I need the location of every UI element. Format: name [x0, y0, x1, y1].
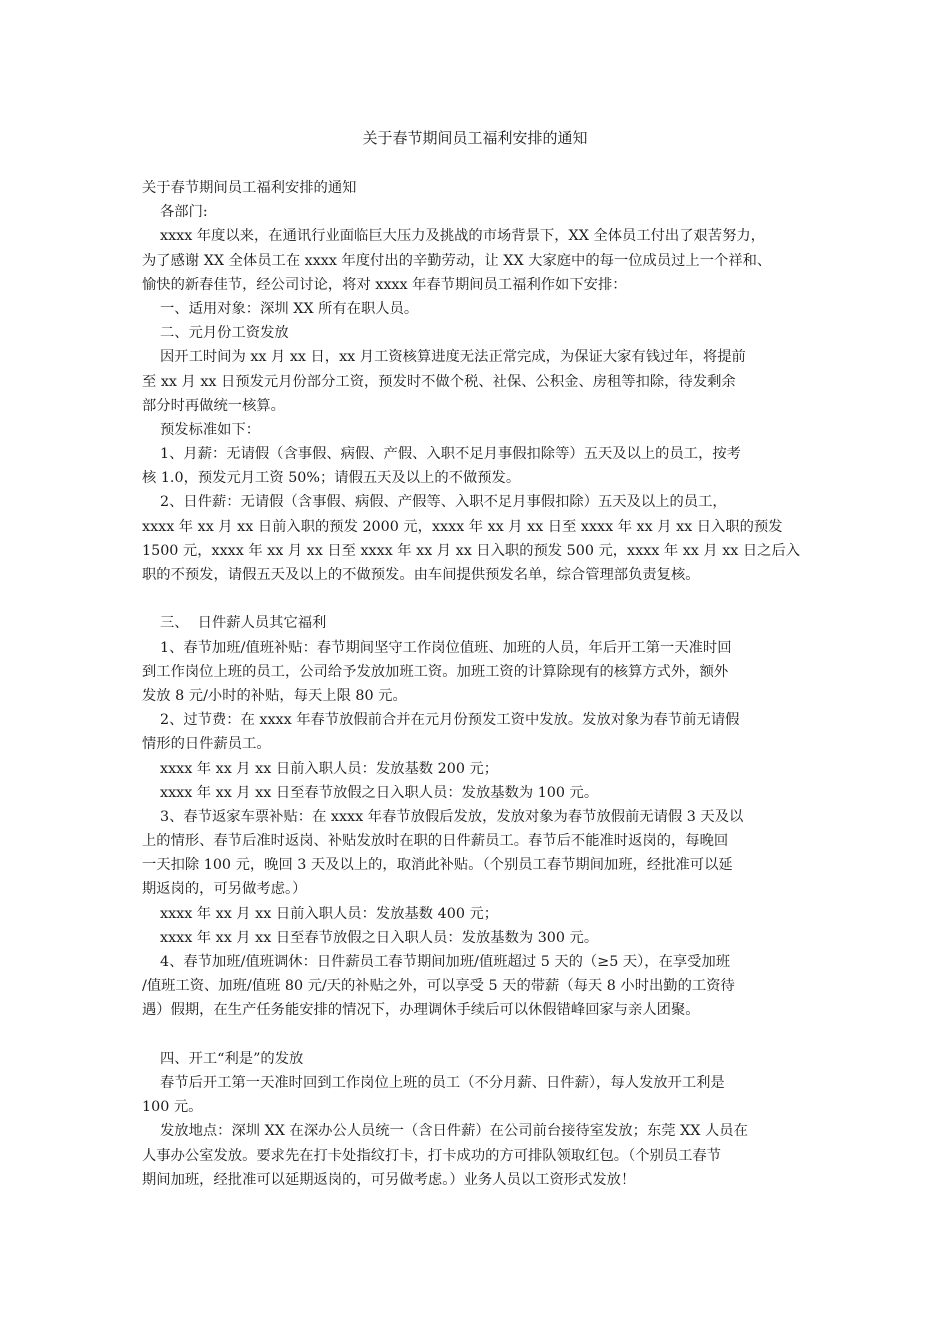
paragraph-line: 二、元月份工资发放 [160, 325, 289, 342]
paragraph-line: 一、适用对象：深圳 XX 所有在职人员。 [160, 300, 419, 317]
document-body [142, 176, 812, 1192]
paragraph-line: 情形的日件薪员工。 [142, 736, 271, 753]
paragraph-line: 职的不预发，请假五天及以上的不做预发。由车间提供预发名单，综合管理部负责复核。 [142, 567, 700, 583]
paragraph-line: 关于春节期间员工福利安排的通知 [142, 180, 357, 196]
paragraph-line: 期间加班，经批准可以延期返岗的，可另做考虑。）业务人员以工资形式发放！ [142, 1171, 636, 1188]
paragraph-line: 四、开工“利是”的发放 [160, 1050, 304, 1067]
paragraph-line: 3、春节返家车票补贴：在 xxxx 年春节放假后发放，发放对象为春节放假前无请假 3 天及以 [160, 808, 744, 825]
paragraph-line: 核 1.0，预发元月工资 50%；请假五天及以上的不做预发。 [142, 470, 521, 487]
paragraph-line: xxxx 年 xx 月 xx 日至春节放假之日入职人员：发放基数为 300 元。 [160, 929, 599, 946]
paragraph-line: xxxx 年 xx 月 xx 日前入职人员：发放基数 200 元； [160, 760, 499, 777]
paragraph-line: 愉快的新春佳节，经公司讨论，将对 xxxx 年春节期间员工福利作如下安排： [142, 276, 627, 293]
paragraph-line: 到工作岗位上班的员工，公司给予发放加班工资。加班工资的计算除现有的核算方式外，额外 [142, 663, 729, 680]
paragraph-line: 上的情形、春节后准时返岗、补贴发放时在职的日件薪员工。春节后不能准时返岗的，每晚回 [142, 833, 729, 850]
paragraph-line: 1500 元，xxxx 年 xx 月 xx 日至 xxxx 年 xx 月 xx 日入职的预发 500 元，xxxx 年 xx 月 xx 日之后入 [142, 542, 801, 559]
paragraph-line: 为了感谢 XX 全体员工在 xxxx 年度付出的辛勤劳动，让 XX 大家庭中的每一位成员过上一个祥和、 [142, 252, 772, 269]
paragraph-line: xxxx 年度以来，在通讯行业面临巨大压力及挑战的市场背景下，XX 全体员工付出了艰苦努力， [160, 228, 765, 245]
paragraph-line: xxxx 年 xx 月 xx 日前入职人员：发放基数 400 元； [160, 905, 499, 922]
paragraph-line: xxxx 年 xx 月 xx 日至春节放假之日入职人员：发放基数为 100 元。 [160, 784, 599, 801]
paragraph-line: 一天扣除 100 元，晚回 3 天及以上的，取消此补贴。（个别员工春节期间加班，经批准可以延 [142, 857, 733, 874]
paragraph-line: 2、过节费：在 xxxx 年春节放假前合并在元月份预发工资中发放。发放对象为春节前无请假 [160, 712, 740, 729]
paragraph-line: 部分时再做统一核算。 [142, 397, 285, 414]
paragraph-line: 遇）假期，在生产任务能安排的情况下，办理调休手续后可以休假错峰回家与亲人团聚。 [142, 1002, 700, 1019]
paragraph-line: 各部门: [160, 204, 208, 221]
paragraph-line: 100 元。 [142, 1099, 203, 1116]
paragraph-line: 预发标准如下： [160, 421, 261, 438]
paragraph-line: 春节后开工第一天准时回到工作岗位上班的员工（不分月薪、日件薪），每人发放开工利是 [160, 1074, 725, 1091]
paragraph-line: 4、春节加班/值班调休：日件薪员工春节期间加班/值班超过 5 天的（≥5 天），在享受加班 [160, 954, 731, 970]
paragraph-line: 发放地点：深圳 XX 在深办公人员统一（含日件薪）在公司前台接待室发放；东莞 XX 人员在 [160, 1123, 748, 1140]
paragraph-line: 1、月薪：无请假（含事假、病假、产假、入职不足月事假扣除等）五天及以上的员工，按考 [160, 446, 741, 463]
paragraph-line: 发放 8 元/小时的补贴，每天上限 80 元。 [142, 687, 407, 704]
paragraph-line: 因开工时间为 xx 月 xx 日，xx 月工资核算进度无法正常完成，为保证大家有钱过年，将提前 [160, 349, 746, 366]
paragraph-line: 人事办公室发放。要求先在打卡处指纹打卡，打卡成功的方可排队领取红包。（个别员工春节 [142, 1147, 722, 1164]
paragraph-line: 期返岗的，可另做考虑。） [142, 881, 307, 898]
paragraph-line: 至 xx 月 xx 日预发元月份部分工资，预发时不做个税、社保、公积金、房租等扣除，待发剩余 [142, 373, 736, 390]
paragraph-line: /值班工资、加班/值班 80 元/天的补贴之外，可以享受 5 天的带薪（每天 8 小时出勤的工资待 [142, 978, 735, 995]
paragraph-line: 2、日件薪：无请假（含事假、病假、产假等、入职不足月事假扣除）五天及以上的员工， [160, 494, 727, 511]
blank-line [142, 1023, 812, 1047]
document-title: 关于春节期间员工福利安排的通知 [362, 129, 588, 147]
paragraph-line: 1、春节加班/值班补贴：春节期间坚守工作岗位值班、加班的人员，年后开工第一天准时回 [160, 639, 732, 656]
blank-line [142, 587, 812, 611]
paragraph-line: xxxx 年 xx 月 xx 日前入职的预发 2000 元，xxxx 年 xx 月 xx 日至 xxxx 年 xx 月 xx 日入职的预发 [142, 518, 783, 535]
paragraph-line: 三、 日件薪人员其它福利 [160, 615, 327, 632]
